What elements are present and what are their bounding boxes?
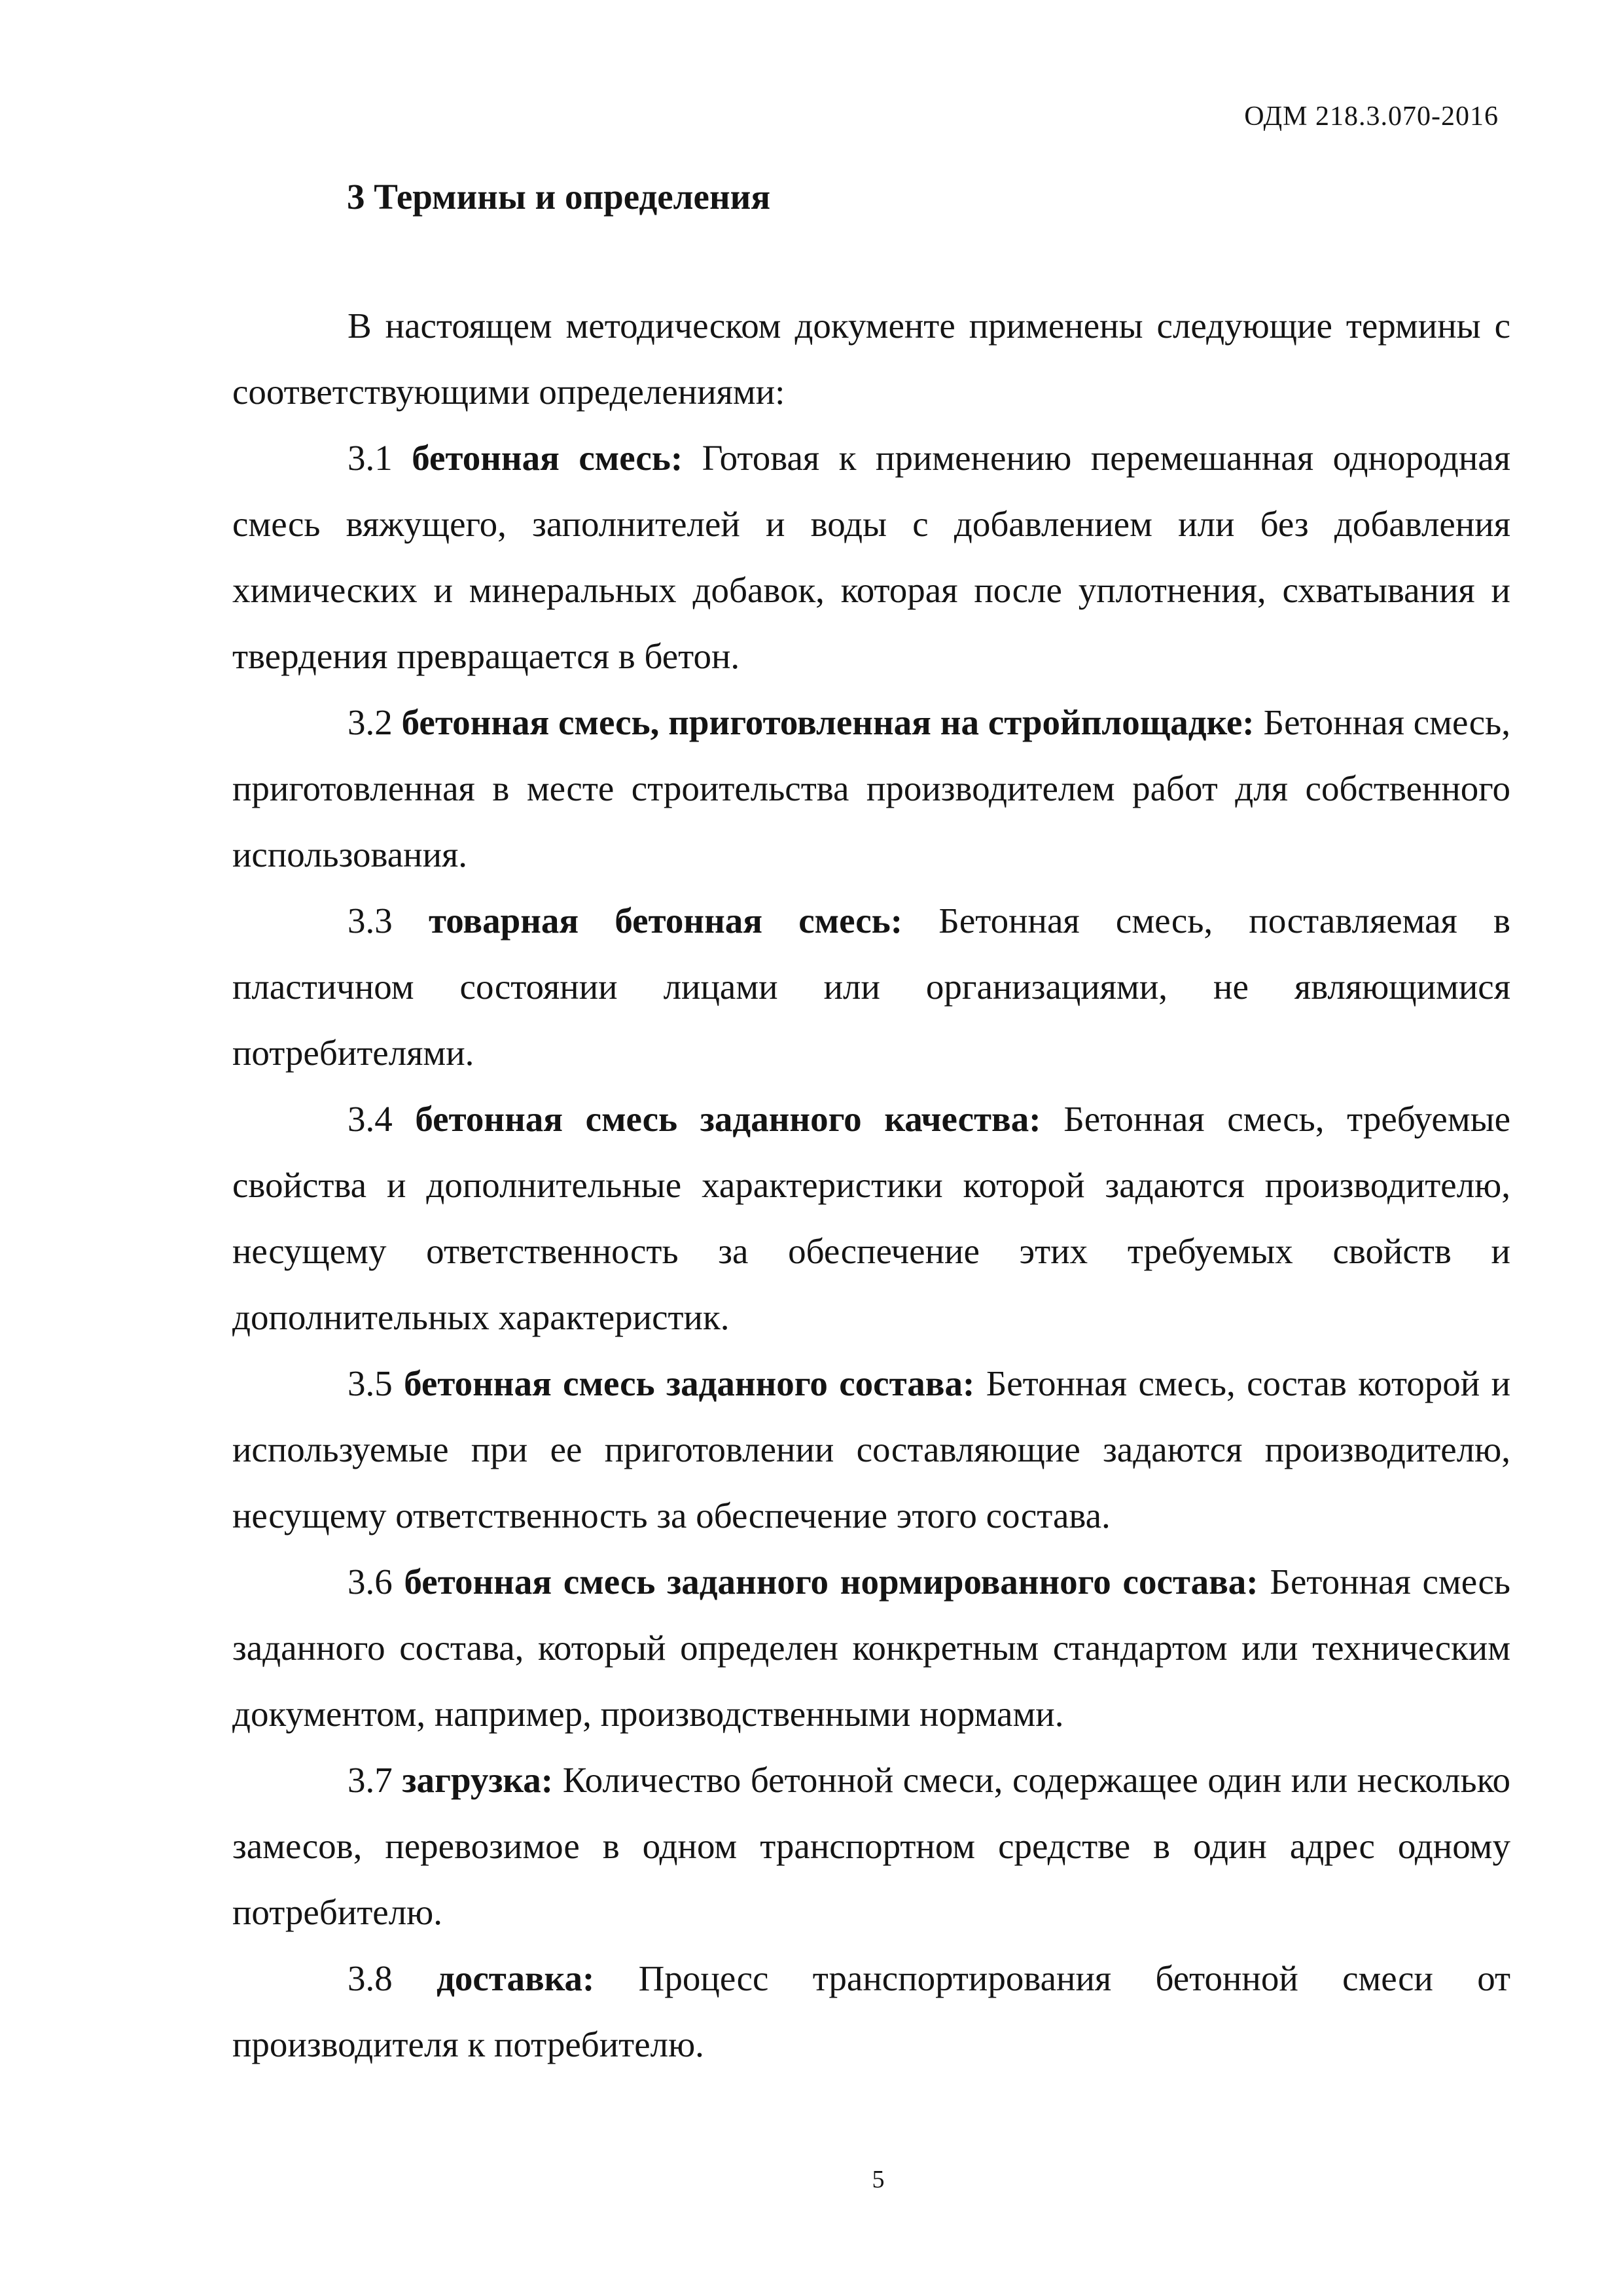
term-number: 3.3: [348, 901, 393, 941]
term-paragraph-3-6: [232, 1549, 1510, 1747]
term-title: товарная бетонная смесь:: [429, 901, 903, 941]
term-definition: Количество бетонной смеси, содержащее один или несколько замесов, перевозимое в одном транспортном средстве в один адрес одному потребителю.: [232, 1760, 1511, 1932]
term-title: доставка:: [437, 1958, 595, 1998]
body-text: [232, 293, 1510, 2077]
term-paragraph-3-5: [232, 1350, 1510, 1549]
term-number: 3.7: [348, 1760, 393, 1800]
term-paragraph-3-8: [232, 1945, 1510, 2077]
term-number: 3.5: [348, 1363, 393, 1403]
term-paragraph-3-2: [232, 689, 1510, 888]
term-definition: Бетонная смесь, состав которой и используемые при ее приготовлении составляющие задаются производителю, несущему ответственность за обеспечение этого состава.: [232, 1363, 1510, 1535]
term-paragraph-3-7: [232, 1747, 1510, 1945]
term-title: загрузка:: [402, 1760, 554, 1800]
term-paragraph-3-4: [232, 1086, 1510, 1350]
term-paragraph-3-1: [232, 425, 1510, 689]
term-number: 3.1: [348, 438, 393, 478]
term-title: бетонная смесь заданного нормированного состава:: [404, 1562, 1258, 1602]
section-heading: 3 Термины и определения: [347, 177, 771, 217]
term-title: бетонная смесь:: [412, 438, 683, 478]
term-title: бетонная смесь заданного состава:: [404, 1363, 975, 1403]
term-definition: Бетонная смесь, поставляемая в пластичном состоянии лицами или организациями, не являющимися потребителями.: [232, 901, 1511, 1073]
document-code: ОДМ 218.3.070-2016: [1244, 101, 1499, 132]
term-definition: Готовая к применению перемешанная однородная смесь вяжущего, заполнителей и воды с добавлением или без добавления химических и минеральных добавок, которая после уплотнения, схватывания и твердения превращается в бетон.: [232, 438, 1511, 676]
term-number: 3.2: [348, 702, 393, 742]
term-definition: Бетонная смесь заданного состава, который определен конкретным стандартом или техническим документом, например, производственными нормами.: [232, 1562, 1510, 1734]
term-paragraph-3-3: [232, 888, 1510, 1086]
term-definition: Процесс транспортирования бетонной смеси от производителя к потребителю.: [232, 1958, 1511, 2064]
term-title: бетонная смесь заданного качества:: [415, 1099, 1041, 1139]
term-number: 3.6: [348, 1562, 393, 1602]
page-number: 5: [872, 2166, 885, 2193]
term-number: 3.4: [348, 1099, 393, 1139]
intro-paragraph: В настоящем методическом документе применены следующие термины с соответствующими определениями:: [232, 306, 1510, 412]
term-definition: Бетонная смесь, приготовленная в месте строительства производителем работ для собственного использования.: [232, 702, 1510, 874]
term-number: 3.8: [348, 1958, 393, 1998]
term-title: бетонная смесь, приготовленная на стройплощадке:: [401, 702, 1255, 742]
term-definition: Бетонная смесь, требуемые свойства и дополнительные характеристики которой задаются производителю, несущему ответственность за обеспечение этих требуемых свойств и дополнительных характеристик.: [232, 1099, 1510, 1337]
